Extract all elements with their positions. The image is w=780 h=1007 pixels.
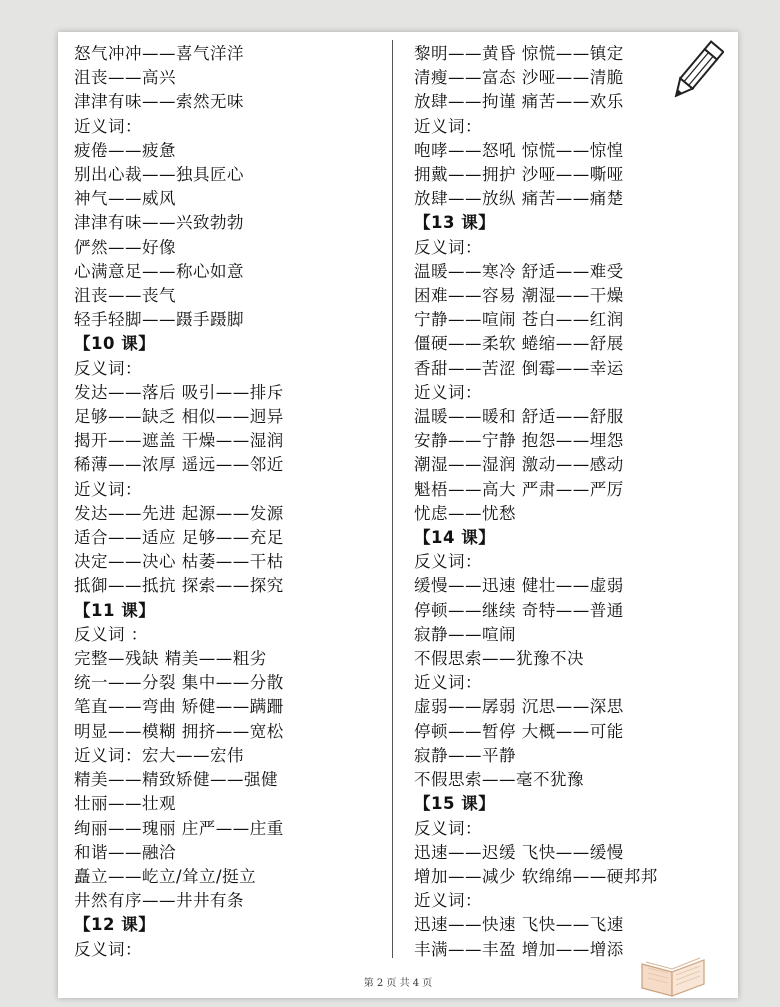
text-line: 增加——减少 软绵绵——硬邦邦 bbox=[414, 866, 658, 886]
text-line: 反义词： bbox=[414, 237, 482, 257]
text-line: 不假思索——毫不犹豫 bbox=[414, 770, 584, 790]
text-line: 潮湿——湿润 激动——感动 bbox=[414, 455, 624, 475]
text-line: 虚弱——孱弱 沉思——深思 bbox=[414, 697, 624, 717]
document-page bbox=[58, 32, 738, 998]
text-line: 近义词： bbox=[74, 479, 142, 499]
text-line: 不假思索——犹豫不决 bbox=[414, 649, 584, 669]
text-line: 迅速——迟缓 飞快——缓慢 bbox=[414, 842, 624, 862]
text-line: 近义词： bbox=[414, 116, 482, 136]
text-line: 咆哮——怒吼 惊慌——惊惶 bbox=[414, 140, 624, 160]
left-column bbox=[74, 42, 374, 962]
text-line: 轻手轻脚——蹑手蹑脚 bbox=[74, 310, 244, 330]
text-line: 统一——分裂 集中——分散 bbox=[74, 673, 284, 693]
text-line: 揭开——遮盖 干燥——湿润 bbox=[74, 431, 284, 451]
text-line: 近义词： bbox=[414, 891, 482, 911]
text-line: 忧虑——忧愁 bbox=[414, 503, 516, 523]
text-line: 停顿——暂停 大概——可能 bbox=[414, 721, 624, 741]
text-line: 寂静——喧闹 bbox=[414, 624, 516, 644]
text-line: 安静——宁静 抱怨——埋怨 bbox=[414, 431, 624, 451]
lesson-heading: 【12 课】 bbox=[74, 915, 156, 935]
text-line: 明显——模糊 拥挤——宽松 bbox=[74, 721, 284, 741]
text-line: 俨然——好像 bbox=[74, 237, 176, 257]
lesson-heading: 【13 课】 bbox=[414, 213, 496, 233]
text-line: 拥戴——拥护 沙哑——嘶哑 bbox=[414, 165, 624, 185]
text-line: 丰满——丰盈 增加——增添 bbox=[414, 939, 624, 959]
column-divider bbox=[392, 40, 393, 958]
text-line: 疲倦——疲惫 bbox=[74, 140, 176, 160]
text-line: 寂静——平静 bbox=[414, 745, 516, 765]
text-line: 困难——容易 潮湿——干燥 bbox=[414, 286, 624, 306]
text-line: 完整—残缺 精美——粗劣 bbox=[74, 649, 267, 669]
text-line: 稀薄——浓厚 遥远——邻近 bbox=[74, 455, 284, 475]
text-line: 发达——先进 起源——发源 bbox=[74, 503, 284, 523]
text-line: 近义词： bbox=[414, 673, 482, 693]
text-line: 僵硬——柔软 蜷缩——舒展 bbox=[414, 334, 624, 354]
text-line: 和谐——融洽 bbox=[74, 842, 176, 862]
text-line: 反义词： bbox=[74, 358, 142, 378]
right-column bbox=[414, 42, 724, 962]
text-line: 沮丧——高兴 bbox=[74, 68, 176, 88]
text-line: 足够——缺乏 相似——迥异 bbox=[74, 407, 284, 427]
lesson-heading: 【11 课】 bbox=[74, 600, 156, 620]
text-line: 缓慢——迅速 健壮——虚弱 bbox=[414, 576, 624, 596]
text-line: 反义词 ： bbox=[74, 624, 148, 644]
text-line: 津津有味——索然无味 bbox=[74, 92, 244, 112]
text-line: 停顿——继续 奇特——普通 bbox=[414, 600, 624, 620]
text-line: 宁静——喧闹 苍白——红润 bbox=[414, 310, 624, 330]
lesson-heading: 【14 课】 bbox=[414, 528, 496, 548]
text-line: 沮丧——丧气 bbox=[74, 286, 176, 306]
text-line: 近义词： bbox=[414, 382, 482, 402]
text-line: 温暖——暖和 舒适——舒服 bbox=[414, 407, 624, 427]
lesson-heading: 【15 课】 bbox=[414, 794, 496, 814]
text-line: 笔直——弯曲 矫健——蹒跚 bbox=[74, 697, 284, 717]
text-line: 发达——落后 吸引——排斥 bbox=[74, 382, 284, 402]
pencil-icon bbox=[668, 37, 724, 107]
text-line: 黎明——黄昏 惊慌——镇定 bbox=[414, 44, 624, 63]
text-line: 心满意足——称心如意 bbox=[74, 261, 244, 281]
text-line: 温暖——寒冷 舒适——难受 bbox=[414, 261, 624, 281]
text-line: 矗立——屹立/耸立/挺立 bbox=[74, 866, 257, 886]
text-line: 反义词： bbox=[414, 818, 482, 838]
text-line: 放肆——放纵 痛苦——痛楚 bbox=[414, 189, 624, 209]
text-line: 放肆——拘谨 痛苦——欢乐 bbox=[414, 92, 624, 112]
text-line: 适合——适应 足够——充足 bbox=[74, 528, 284, 548]
page-footer: 第 2 页 共 4 页 bbox=[363, 978, 433, 989]
text-line: 井然有序——井井有条 bbox=[74, 891, 244, 911]
text-line: 怒气冲冲——喜气洋洋 bbox=[74, 44, 244, 63]
text-line: 反义词： bbox=[414, 552, 482, 572]
text-line: 抵御——抵抗 探索——探究 bbox=[74, 576, 284, 596]
text-line: 近义词：宏大——宏伟 bbox=[74, 745, 244, 765]
text-line: 壮丽——壮观 bbox=[74, 794, 176, 814]
text-line: 近义词： bbox=[74, 116, 142, 136]
text-line: 迅速——快速 飞快——飞速 bbox=[414, 915, 624, 935]
text-line: 精美——精致矫健——强健 bbox=[74, 770, 278, 790]
text-line: 别出心裁——独具匠心 bbox=[74, 165, 244, 185]
lesson-heading: 【10 课】 bbox=[74, 334, 156, 354]
text-line: 绚丽——瑰丽 庄严——庄重 bbox=[74, 818, 284, 838]
text-line: 反义词： bbox=[74, 939, 142, 959]
text-line: 清瘦——富态 沙哑——清脆 bbox=[414, 68, 624, 88]
text-line: 神气——威风 bbox=[74, 189, 176, 209]
text-line: 决定——决心 枯萎——干枯 bbox=[74, 552, 284, 572]
text-line: 魁梧——高大 严肃——严厉 bbox=[414, 479, 624, 499]
text-line: 津津有味——兴致勃勃 bbox=[74, 213, 244, 233]
text-line: 香甜——苦涩 倒霉——幸运 bbox=[414, 358, 624, 378]
